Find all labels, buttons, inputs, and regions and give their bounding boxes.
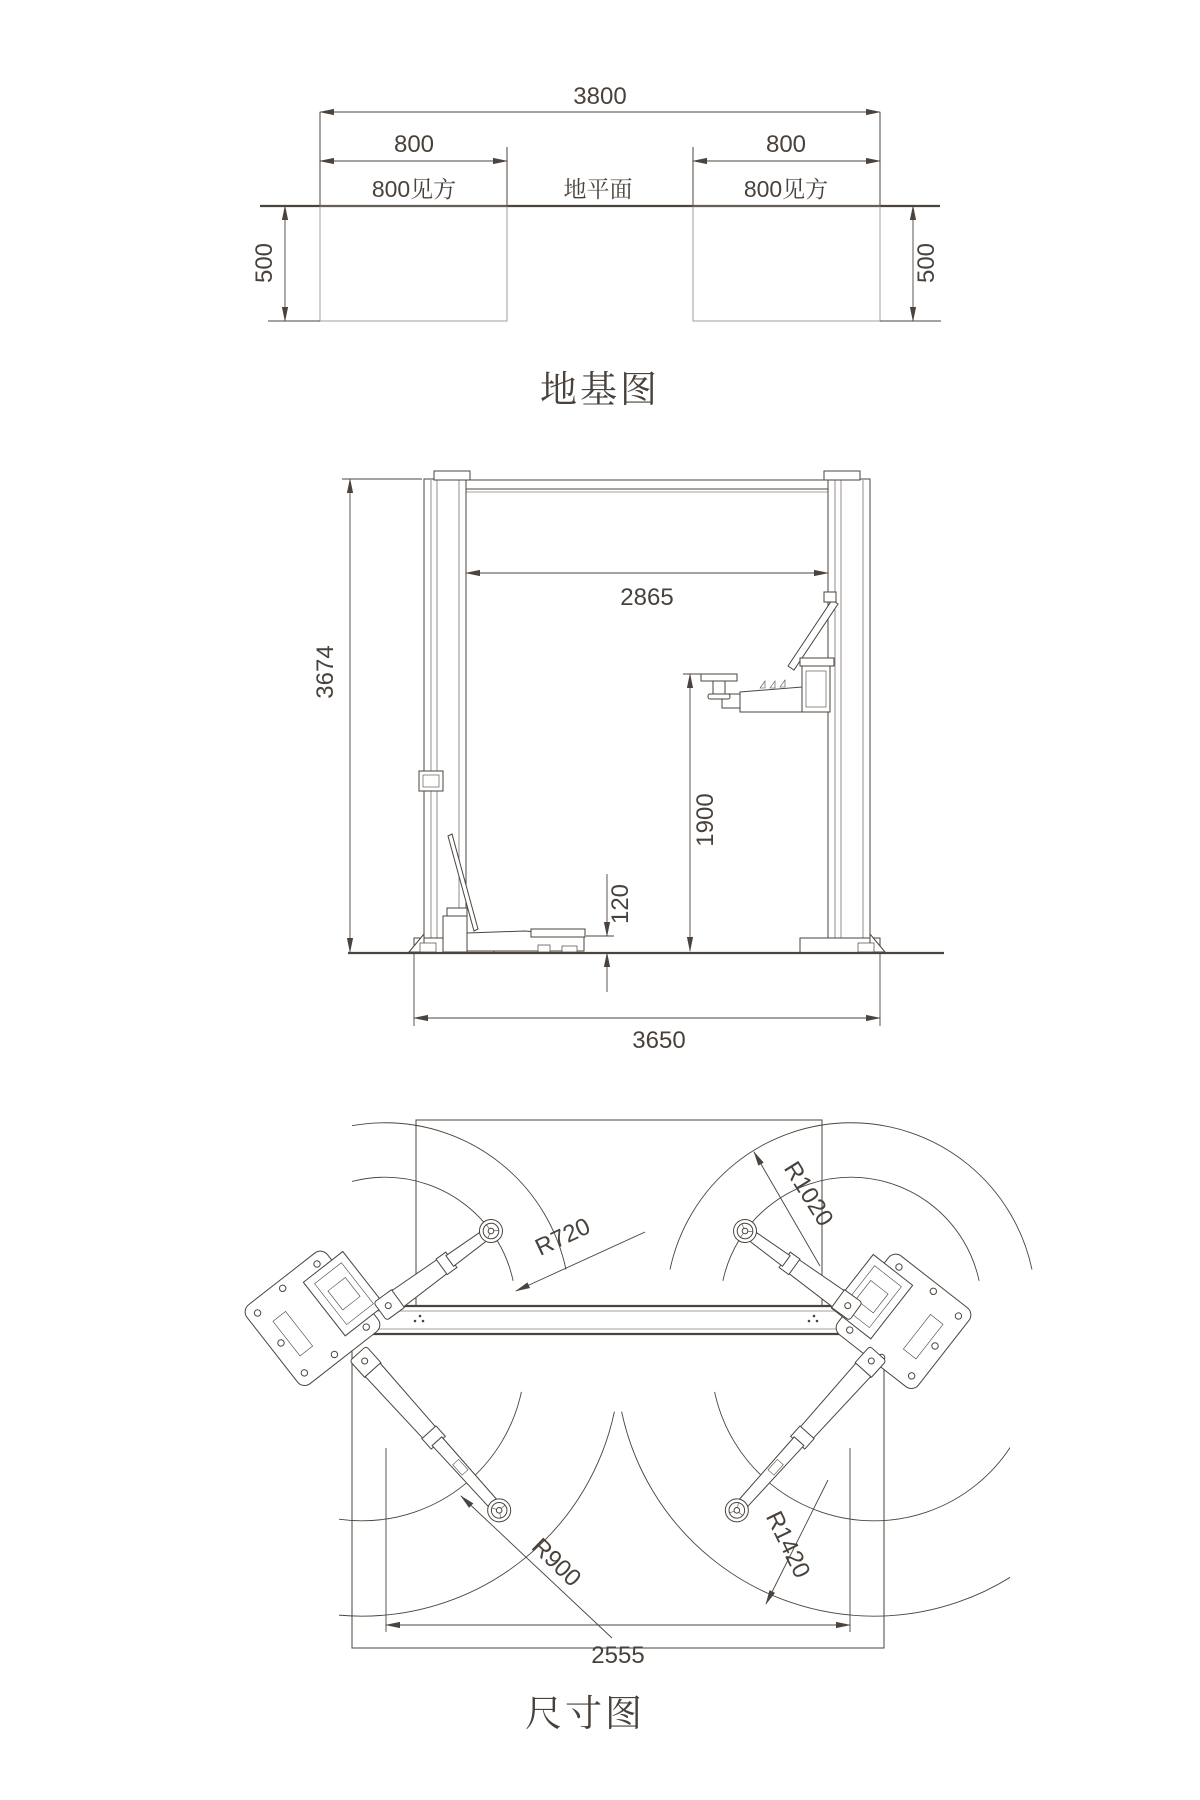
dim-label-800-left: 800 — [393, 131, 435, 158]
raised-carriage-arm — [701, 592, 838, 712]
dim-label-2555: 2555 — [591, 1642, 645, 1669]
dim-clear-width — [466, 573, 828, 611]
dim-label-500-left: 500 — [251, 242, 278, 284]
lift-pad-raised — [701, 674, 737, 681]
dim-label-500-right: 500 — [913, 242, 940, 284]
radius-label-r1020: R1020 — [778, 1156, 839, 1232]
radius-label-r1420: R1420 — [760, 1507, 816, 1583]
dim-lift-height — [683, 674, 719, 951]
foundation-dim-left-800 — [320, 131, 507, 161]
label-800-square-left: 800见方 — [371, 176, 457, 202]
dim-label-2865: 2865 — [620, 584, 674, 611]
radius-r900 — [461, 1496, 612, 1638]
radius-r720 — [516, 1213, 645, 1291]
plan-title: 尺寸图 — [525, 1693, 645, 1734]
left-post — [419, 471, 470, 940]
foundation-title: 地基图 — [540, 369, 660, 410]
plan-view — [110, 1120, 1127, 1734]
front-view — [312, 471, 944, 1054]
arm-rear-right — [721, 1346, 887, 1527]
arm-rear-left — [349, 1346, 515, 1527]
label-ground-plane: 地平面 — [563, 176, 633, 202]
dim-label-1900: 1900 — [692, 793, 719, 847]
radius-r1420 — [760, 1480, 828, 1604]
concrete-block-right — [693, 206, 880, 321]
dim-label-3800: 3800 — [573, 83, 627, 110]
dim-overall-height — [312, 479, 422, 952]
foundation-dim-overall — [320, 83, 880, 112]
concrete-block-left — [320, 206, 507, 321]
dim-label-120: 120 — [607, 883, 634, 925]
radius-label-r900: R900 — [526, 1532, 587, 1593]
foundation-dim-right-800 — [693, 131, 880, 161]
foundation-diagram — [251, 83, 941, 410]
dim-base-width — [414, 953, 880, 1054]
power-unit-box — [419, 771, 443, 791]
rear-arm-arcs — [110, 1392, 1127, 1616]
dim-min-pad-height — [586, 874, 634, 992]
foundation-dim-depth-left — [251, 206, 320, 321]
dim-label-3650: 3650 — [632, 1027, 686, 1054]
lift-pad-lowered — [531, 929, 585, 937]
right-post — [824, 471, 870, 940]
label-800-square-right: 800见方 — [743, 176, 829, 202]
dim-label-800-right: 800 — [765, 131, 807, 158]
envelope-bottom — [352, 1334, 884, 1648]
top-beam — [440, 480, 857, 492]
radius-label-r720: R720 — [531, 1212, 595, 1262]
floor-beam — [356, 1306, 880, 1334]
foundation-dim-depth-right — [880, 206, 941, 321]
dim-label-3674: 3674 — [312, 645, 339, 699]
